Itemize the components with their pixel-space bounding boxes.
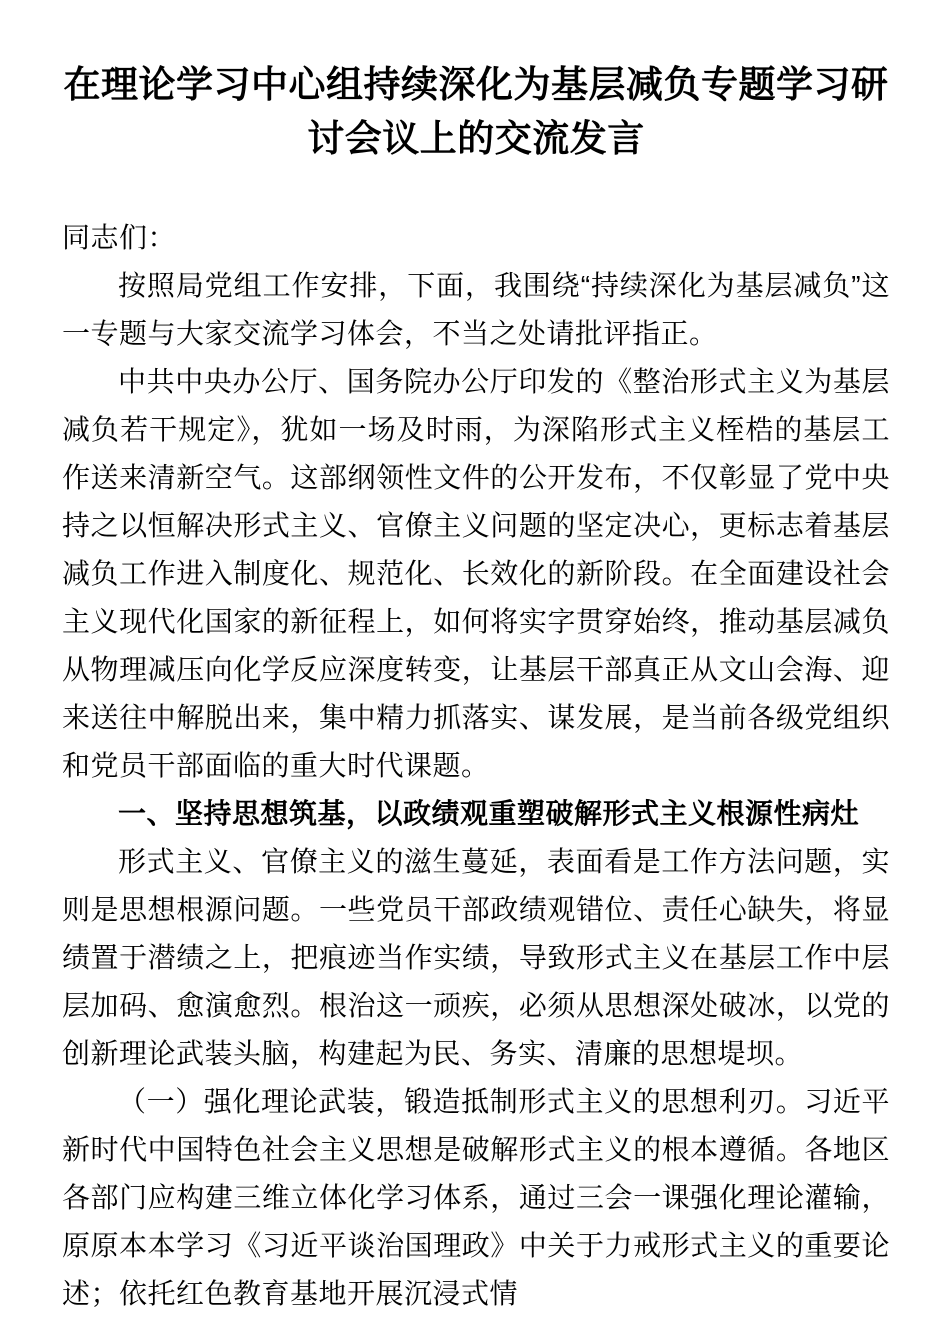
salutation: 同志们： — [62, 222, 177, 253]
paragraph-subsection1-body: （一）强化理论武装，锻造抵制形式主义的思想利刃。习近平新时代中国特色社会主义思想是破解形式主义的根本遵循。各地区各部门应构建三维立体化学习体系，通过三会一课强化理论灌输，原原本本学习《习近平谈治国理政》中关于力戒形式主义的重要论述；依托红色教育基地开展沉浸式情 — [62, 1086, 890, 1309]
section-heading-1: 一、坚持思想筑基，以政绩观重塑破解形式主义根源性病灶 — [118, 798, 860, 829]
paragraph-section1-body: 形式主义、官僚主义的滋生蔓延，表面看是工作方法问题，实则是思想根源问题。一些党员干部政绩观错位、责任心缺失，将显绩置于潜绩之上，把痕迹当作实绩，导致形式主义在基层工作中层层加码、愈演愈烈。根治这一顽疾，必须从思想深处破冰，以党的创新理论武装头脑，构建起为民、务实、清廉的思想堤坝。 — [62, 846, 890, 1069]
paragraph-background: 中共中央办公厅、国务院办公厅印发的《整治形式主义为基层减负若干规定》，犹如一场及时雨，为深陷形式主义桎梏的基层工作送来清新空气。这部纲领性文件的公开发布，不仅彰显了党中央持之以恒解决形式主义、官僚主义问题的坚定决心，更标志着基层减负工作进入制度化、规范化、长效化的新阶段。在全面建设社会主义现代化国家的新征程上，如何将实字贯穿始终，推动基层减负从物理减压向化学反应深度转变，让基层干部真正从文山会海、迎来送往中解脱出来，集中精力抓落实、谋发展，是当前各级党组织和党员干部面临的重大时代课题。 — [62, 366, 890, 781]
document-title: 在理论学习中心组持续深化为基层减负专题学习研讨会议上的交流发言 — [63, 64, 889, 159]
paragraph-intro: 按照局党组工作安排，下面，我围绕“持续深化为基层减负”这一专题与大家交流学习体会，不当之处请批评指正。 — [62, 270, 890, 349]
document-body — [62, 214, 890, 1318]
